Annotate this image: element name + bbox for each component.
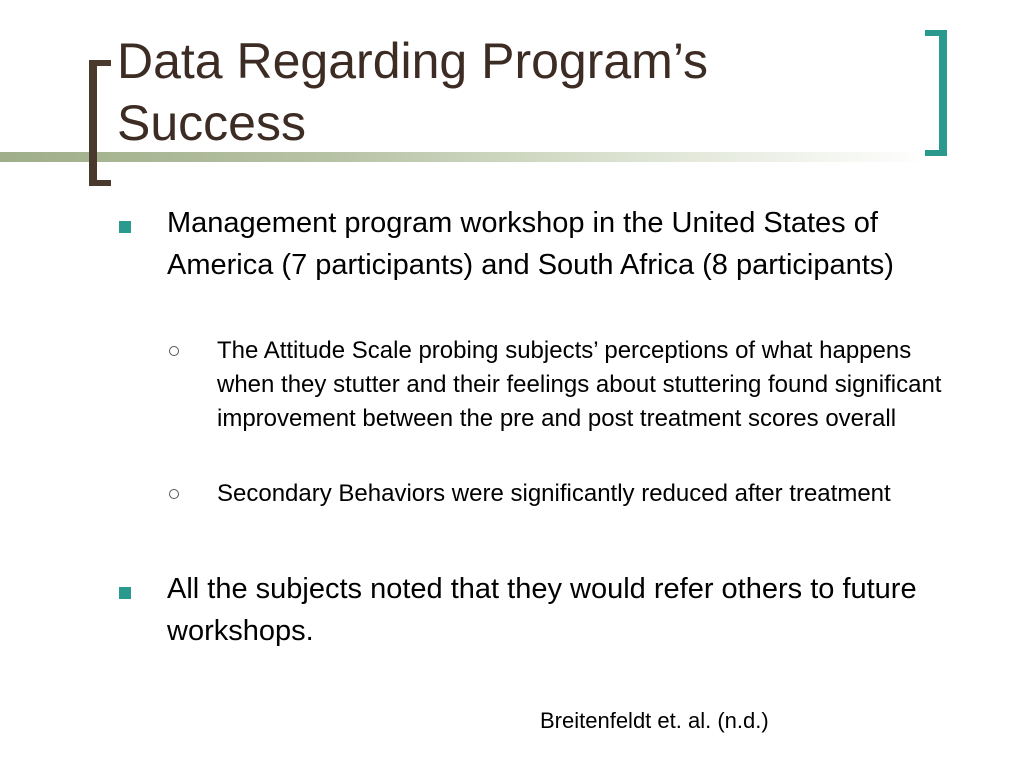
bullet-square-icon [119,221,131,233]
citation: Breitenfeldt et. al. (n.d.) [540,708,769,733]
bullet-square-icon [119,587,131,599]
sub-bullet-2-text: Secondary Behaviors were significantly reduced after treatment [217,480,891,507]
sub-bullet-circle-icon [169,346,179,356]
title-line-1: Data Regarding Program’s [117,33,709,89]
sub-bullet-1-text: The Attitude Scale probing subjects’ perceptions of what happens when they stutter and their feelings about stuttering found significant improvement between the pre and post treatment scores overall [217,337,942,432]
bullet-2-text: All the subjects noted that they would refer others to future workshops. [167,573,917,647]
sub-bullet-circle-icon [169,489,179,499]
bullet-1-text: Management program workshop in the United States of America (7 participants) and South Africa (8 participants) [167,207,894,281]
title-line-2: Success [117,95,306,151]
